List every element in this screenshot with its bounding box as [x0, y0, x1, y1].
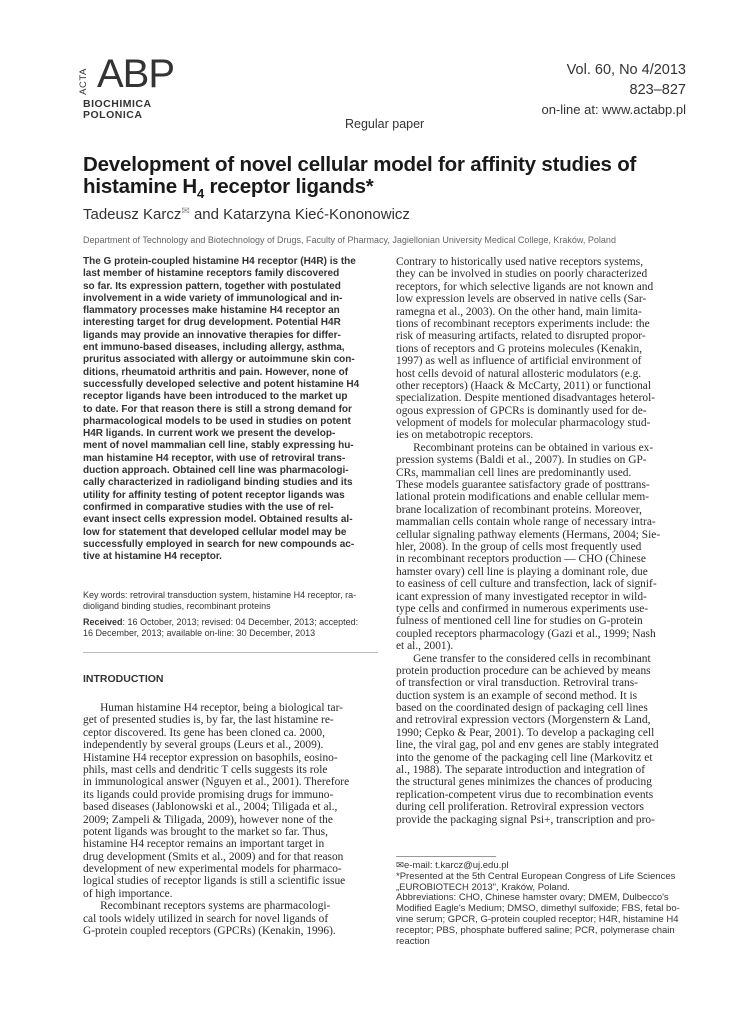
text-line: of high importance. [83, 887, 173, 900]
text-line: pression systems (Baldi et al., 2007). In studies on GP- [396, 454, 647, 467]
abstract-line: ment of novel mammalian cell line, stably expressing hu- [83, 440, 354, 452]
text-line: Gene transfer to the considered cells in recombinant [396, 652, 651, 665]
abstract-line: ligands may provide an innovative therapies for differ- [83, 329, 341, 341]
online-url[interactable]: on-line at: www.actabp.pl [541, 102, 686, 117]
journal-logo [77, 52, 175, 122]
abstract-line: ditions, rheumatoid arthritis and pain. However, none of [83, 366, 349, 378]
paper-type: Regular paper [345, 117, 425, 131]
footnote-line: „EUROBIOTECH 2013", Kraków, Poland. [396, 881, 570, 893]
text-line: coupled receptors pharmacology (Gazi et al., 1999; Nash [396, 627, 656, 640]
text-line: tions of receptors and G proteins molecules (Kenakin, [396, 342, 643, 355]
text-line: duction system is an example of second method. It is [396, 689, 638, 702]
text-line: ramegna et al., 2003). On the other hand, main limita- [396, 305, 642, 318]
text-line: al., 1988). The separate introduction and integration of [396, 764, 646, 777]
article-dates: Received: 16 October, 2013; revised: 04 December, 2013; accepted: 16 December, 2013; available on-line: 30 December, 2013 [83, 617, 359, 638]
text-line: lational protein modifications and enable cellular mem- [396, 491, 650, 504]
text-line: based on the coordinated design of packaging cell lines [396, 702, 648, 715]
author-1: Tadeusz Karcz [83, 206, 182, 223]
text-line: Recombinant receptors systems are pharmacologi- [83, 900, 331, 913]
authors [83, 206, 410, 223]
text-line: Recombinant proteins can be obtained in various ex- [396, 441, 654, 454]
keywords-label: Key words [83, 590, 126, 600]
abstract-line: cally characterized in radioligand binding studies and its [83, 477, 353, 489]
abstract-line: interesting target for drug development. Potential H4R [83, 317, 341, 329]
text-line: of transfection or viral transduction. Retroviral trans- [396, 677, 638, 690]
text-line: other receptors) (Haack & McCarty, 2011) or functional [396, 379, 652, 392]
footnote-line: vine serum; GPCR, G-protein coupled receptor; H4R, histamine H4 [396, 913, 679, 925]
logo-polonica: POLONICA [83, 109, 143, 121]
text-line: based diseases (Jablonowski et al., 2004; Tiligada et al., [83, 801, 338, 814]
abstract-line: H4R ligands. In current work we present the develop- [83, 428, 336, 440]
text-line: hler, 2008). In the group of cells most frequently used [396, 540, 642, 553]
footnote-line: Modified Eagle's Medium; DMSO, dimethyl sulfoxide; FBS, fetal bo- [396, 903, 680, 915]
text-line: its ligands could provide promising drugs for immuno- [83, 788, 334, 801]
text-line: phils, mast cells and dendritic T cells suggests its role [83, 763, 328, 776]
text-line: in recombinant receptors production — CHO (Chinese [396, 553, 646, 566]
text-line: development of new experimental models for pharmaco- [83, 863, 342, 876]
text-line: low expression levels are observed in native cells (Sar- [396, 293, 647, 306]
volume: Vol. 60, No 4/2013 [566, 62, 686, 78]
text-line: and retroviral expression vectors (Morgenstern & Land, [396, 714, 651, 727]
text-line: line, the viral gag, pol and env genes are stably integrated [396, 739, 659, 752]
text-line: histamine H4 receptor remains an important target in [83, 838, 325, 851]
section-divider [83, 652, 378, 653]
text-line: tions of recombinant receptors experiments include: the [396, 317, 650, 330]
abstract-line: last member of histamine receptors family discovered [83, 268, 340, 280]
abstract-line: The G protein-coupled histamine H4 receptor (H4R) is the [83, 256, 356, 267]
text-line: logical studies of receptor ligands is still a scientific issue [83, 875, 346, 888]
footnote-divider [396, 856, 496, 857]
envelope-icon[interactable]: ✉ [181, 206, 190, 217]
text-line: 2009; Zampeli & Tiligada, 2009), however none of the [83, 813, 333, 826]
abstract-line: utility for affinity testing of potent receptor ligands was [83, 489, 345, 501]
abstract-line: evant insect cells expression model. Obtained results al- [83, 514, 353, 526]
text-line: 1990; Cepko & Pear, 2001). To develop a packaging cell [396, 726, 655, 739]
text-line: et al., 2001). [396, 640, 454, 653]
text-line: ceptor discovered. Its gene has been cloned ca. 2000, [83, 726, 325, 739]
dates-label: Received [83, 617, 123, 627]
text-line: during cell proliferation. Retroviral expression vectors [396, 801, 644, 814]
text-line: hamster ovary) cell line is playing a dominant role, due [396, 565, 648, 578]
text-line: cal tools widely utilized in search for novel ligands of [83, 912, 329, 925]
abstract [83, 256, 378, 563]
abstract-line: duction approach. Obtained cell line was pharmacologi- [83, 465, 349, 477]
abstract-line: successfully employed in search for new compounds ac- [83, 538, 355, 550]
text-line: protein production procedure can be achieved by means [396, 664, 651, 677]
footnote-line: receptor; PBS, phosphate buffered saline; PCR, polymerase chain [396, 924, 675, 936]
text-line: velopment of models for molecular pharmacology stud- [396, 417, 651, 430]
footnote-line: reaction [396, 935, 430, 947]
text-line: icant expression of many investigated receptor in wild- [396, 590, 647, 603]
text-line: the structural genes minimizes the chances of producing [396, 776, 652, 789]
text-line: cellular signaling pathway elements (Hermans, 2004; Sie- [396, 528, 661, 541]
page-range: 823–827 [629, 82, 686, 98]
text-line: provide the packaging signal Psi+, transcription and pro- [396, 813, 655, 826]
text-line: CRs, mammalian cell lines are predominantly used. [396, 466, 632, 479]
abstract-line: pruritus associated with allergy or autoimmune skin con- [83, 354, 355, 366]
author-rest: and Katarzyna Kieć-Kononowicz [189, 206, 410, 223]
affiliation: Department of Technology and Biotechnology of Drugs, Faculty of Pharmacy, Jagiellonian University Medical College, Kraków, Poland [83, 235, 616, 245]
text-line: they can be involved in studies on poorly characterized [396, 268, 648, 281]
text-line: 1997) as well as influence of artificial environment of [396, 355, 642, 368]
text-line: host cells devoid of natural allosteric modulators (e.g. [396, 367, 642, 380]
text-line: risk of measuring artifacts, related to disrupted propor- [396, 330, 646, 343]
title-line-2: histamine $H_4$ receptor ligands* [83, 175, 374, 202]
logo-abp: ABP [97, 52, 175, 96]
right-column-text [396, 256, 688, 826]
text-line: G-protein coupled receptors (GPCRs) (Kenakin, 1996). [83, 925, 336, 938]
abstract-line: ent immuno-based diseases, including allergy, asthma, [83, 342, 345, 354]
abstract-line: low for statement that developed cellular model may be [83, 526, 347, 538]
journal-info [541, 60, 686, 119]
text-line: get of presented studies is, by far, the last histamine re- [83, 714, 334, 727]
abstract-line: successfully developed selective and potent histamine H4 [83, 378, 360, 390]
text-line: receptors, for which selective ligands are not known and [396, 280, 654, 293]
text-line: brane localization of recombinant proteins. Moreover, [396, 503, 642, 516]
title-line-1: Development of novel cellular model for affinity studies of [83, 153, 637, 176]
text-line: fulness of mentioned cell line for studies on G-protein [396, 615, 643, 628]
text-line: mammalian cells contain whole range of necessary intra- [396, 516, 656, 529]
text-line: replication-competent virus due to recombination events [396, 788, 654, 801]
abstract-line: confirmed in comparative studies with the use of rel- [83, 501, 334, 513]
footnote-line: ✉e-mail: t.karcz@uj.edu.pl [396, 860, 509, 871]
text-line: ies on metabotropic receptors. [396, 429, 534, 442]
text-line: specialization. Despite mentioned disadvantages heterol- [396, 392, 656, 405]
text-line: Contrary to historically used native receptors systems, [396, 256, 644, 268]
paper-title [83, 154, 683, 205]
footnote-line: Abbreviations: CHO, Chinese hamster ovary; DMEM, Dulbecco's [396, 892, 669, 904]
abstract-line: to date. For that reason there is still a strong demand for [83, 403, 352, 415]
abstract-line: receptor ligands have been introduced to the market up [83, 391, 348, 403]
footnotes [396, 861, 691, 947]
logo-biochimica: BIOCHIMICA [83, 98, 152, 110]
text-line: independently by several groups (Leurs et al., 2009). [83, 739, 324, 752]
text-line: in immunological answer (Nguyen et al., 2001). Therefore [83, 776, 350, 789]
abstract-line: tive at histamine H4 receptor. [83, 551, 222, 563]
text-line: to easiness of cell culture and transfection, lack of signif- [396, 578, 657, 591]
abstract-line: involvement in a wide variety of immunological and in- [83, 292, 343, 304]
text-line: Histamine H4 receptor expression on basophils, eosino- [83, 751, 338, 764]
introduction-text [83, 702, 378, 937]
text-line: drug development (Smits et al., 2009) and for that reason [83, 850, 344, 863]
text-line: potent ligands was brought to the market so far. Thus, [83, 825, 328, 838]
abstract-line: flammatory processes make histamine H4 receptor an [83, 305, 340, 317]
text-line: type cells and confirmed in numerous experiments use- [396, 602, 649, 615]
intro-heading: INTRODUCTION [83, 673, 164, 685]
text-line: Human histamine H4 receptor, being a biological tar- [83, 702, 343, 714]
logo-acta: ACTA [77, 68, 89, 95]
text-line: into the genome of the packaging cell line (Markovitz et [396, 751, 653, 764]
text-line: These models guarantee satisfactory grade of posttrans- [396, 479, 650, 492]
abstract-line: pharmacological models to be used in studies on potent [83, 415, 351, 427]
keywords: Key words: retroviral transduction system, histamine H4 receptor, ra- dioligand binding studies, recombinant proteins [83, 590, 357, 611]
abstract-line: man histamine H4 receptor, with use of retroviral trans- [83, 452, 346, 464]
text-line: ogous expression of GPCRs is dominantly used for de- [396, 404, 647, 417]
footnote-line: *Presented at the 5th Central European Congress of Life Sciences [396, 870, 676, 882]
abstract-line: so far. Its expression pattern, together with postulated [83, 280, 341, 292]
